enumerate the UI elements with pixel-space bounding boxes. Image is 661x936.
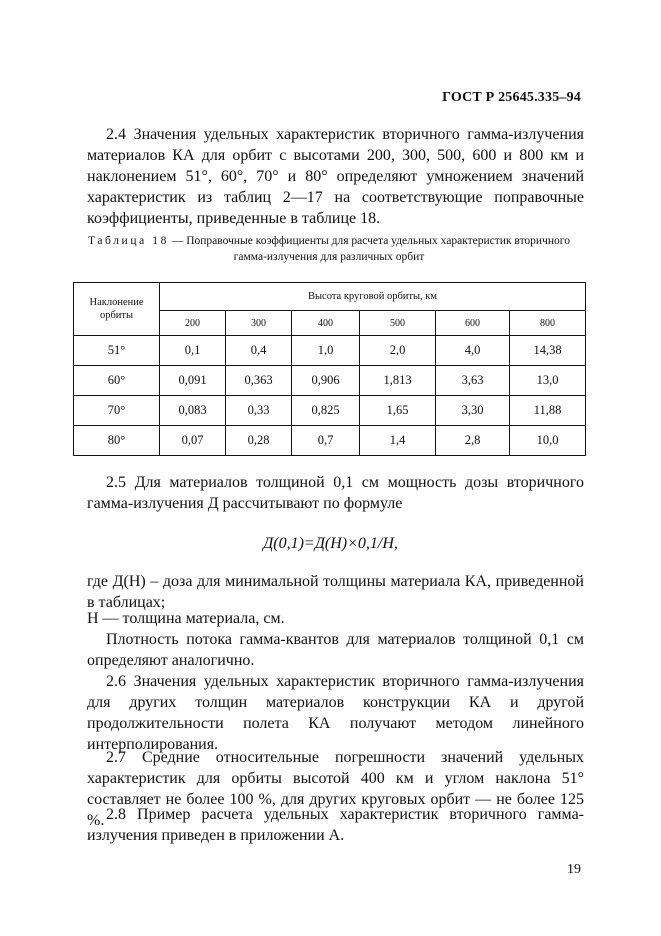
coefficient-cell: 0,083 (160, 396, 226, 426)
coefficient-cell: 10,0 (510, 426, 586, 456)
coefficient-cell: 14,38 (510, 336, 586, 366)
flux-paragraph: Плотность потока гамма-квантов для материалов толщиной 0,1 см определяют аналогично. (87, 631, 584, 669)
altitude-col-header: 300 (226, 311, 292, 336)
table-row (74, 396, 586, 426)
coefficient-cell: 0,363 (226, 366, 292, 396)
table-row (74, 366, 586, 396)
coefficient-cell: 0,4 (226, 336, 292, 366)
coefficient-cell: 3,30 (436, 396, 510, 426)
coefficient-cell: 4,0 (436, 336, 510, 366)
paragraph-2-7: 2.7 Средние относительные погрешности значений удельных характеристик для орбиты высотой 400 км и углом наклона 51° составляет не более 100 %, для других круговых орбит — не более 125 %. (87, 749, 584, 829)
altitude-col-header: 800 (510, 311, 586, 336)
altitude-col-header: 500 (360, 311, 436, 336)
table-caption-text: — Поправочные коэффициенты для расчета удельных характеристик вторичного гамма-излучения для различных орбит (168, 235, 570, 263)
paragraph-2-8: 2.8 Пример расчета удельных характеристик вторичного гамма-излучения приведен в приложении А. (87, 806, 584, 844)
altitude-col-header: 400 (292, 311, 360, 336)
coefficient-cell: 0,906 (292, 366, 360, 396)
table-caption (70, 233, 588, 265)
coefficient-cell: 0,07 (160, 426, 226, 456)
coefficient-cell: 0,091 (160, 366, 226, 396)
coefficient-cell: 0,28 (226, 426, 292, 456)
inclination-cell: 60° (74, 366, 160, 396)
table-row (74, 426, 586, 456)
standard-code: ГОСТ Р 25645.335–94 (442, 90, 581, 105)
coefficient-cell: 0,33 (226, 396, 292, 426)
altitude-col-header: 600 (436, 311, 510, 336)
table-row (74, 336, 586, 366)
altitude-header: Высота круговой орбиты, км (160, 283, 586, 311)
coefficient-cell: 0,825 (292, 396, 360, 426)
paragraph-2-5: 2.5 Для материалов толщиной 0,1 см мощность дозы вторичного гамма-излучения Д рассчитывают по формуле (87, 474, 584, 512)
dose-formula: Д(0,1)=Д(Н)×0,1/Н, (263, 535, 398, 552)
coefficient-cell: 1,813 (360, 366, 436, 396)
inclination-cell: 80° (74, 426, 160, 456)
altitude-col-header: 200 (160, 311, 226, 336)
paragraph-2-6: 2.6 Значения удельных характеристик вторичного гамма-излучения для других толщин материалов конструкции КА и другой продолжительности полета КА получают методом линейного интерполирования. (87, 673, 584, 753)
thickness-definition: Н — толщина материала, см. (87, 610, 285, 627)
coefficient-cell: 2,8 (436, 426, 510, 456)
coefficient-cell: 1,4 (360, 426, 436, 456)
coefficient-cell: 3,63 (436, 366, 510, 396)
table-caption-prefix: Таблица 18 (88, 235, 169, 247)
inclination-cell: 51° (74, 336, 160, 366)
correction-coefficients-table (73, 282, 586, 456)
inclination-cell: 70° (74, 396, 160, 426)
coefficient-cell: 13,0 (510, 366, 586, 396)
formula-explanation: где Д(Н) – доза для минимальной толщины материала КА, приведенной в таблицах; (87, 573, 584, 611)
paragraph-2-4: 2.4 Значения удельных характеристик вторичного гамма-излучения материалов КА для орбит с высотами 200, 300, 500, 600 и 800 км и наклонением 51°, 60°, 70° и 80° определяют умножением значений характеристик из таблиц 2—17 на соответствующие поправочные коэффициенты, приведенные в таблице 18. (87, 126, 584, 227)
coefficient-cell: 11,88 (510, 396, 586, 426)
coefficient-cell: 2,0 (360, 336, 436, 366)
coefficient-cell: 1,65 (360, 396, 436, 426)
inclination-header: Наклонение орбиты (74, 283, 160, 336)
coefficient-cell: 1,0 (292, 336, 360, 366)
coefficient-cell: 0,7 (292, 426, 360, 456)
coefficient-cell: 0,1 (160, 336, 226, 366)
page-number: 19 (567, 862, 581, 877)
